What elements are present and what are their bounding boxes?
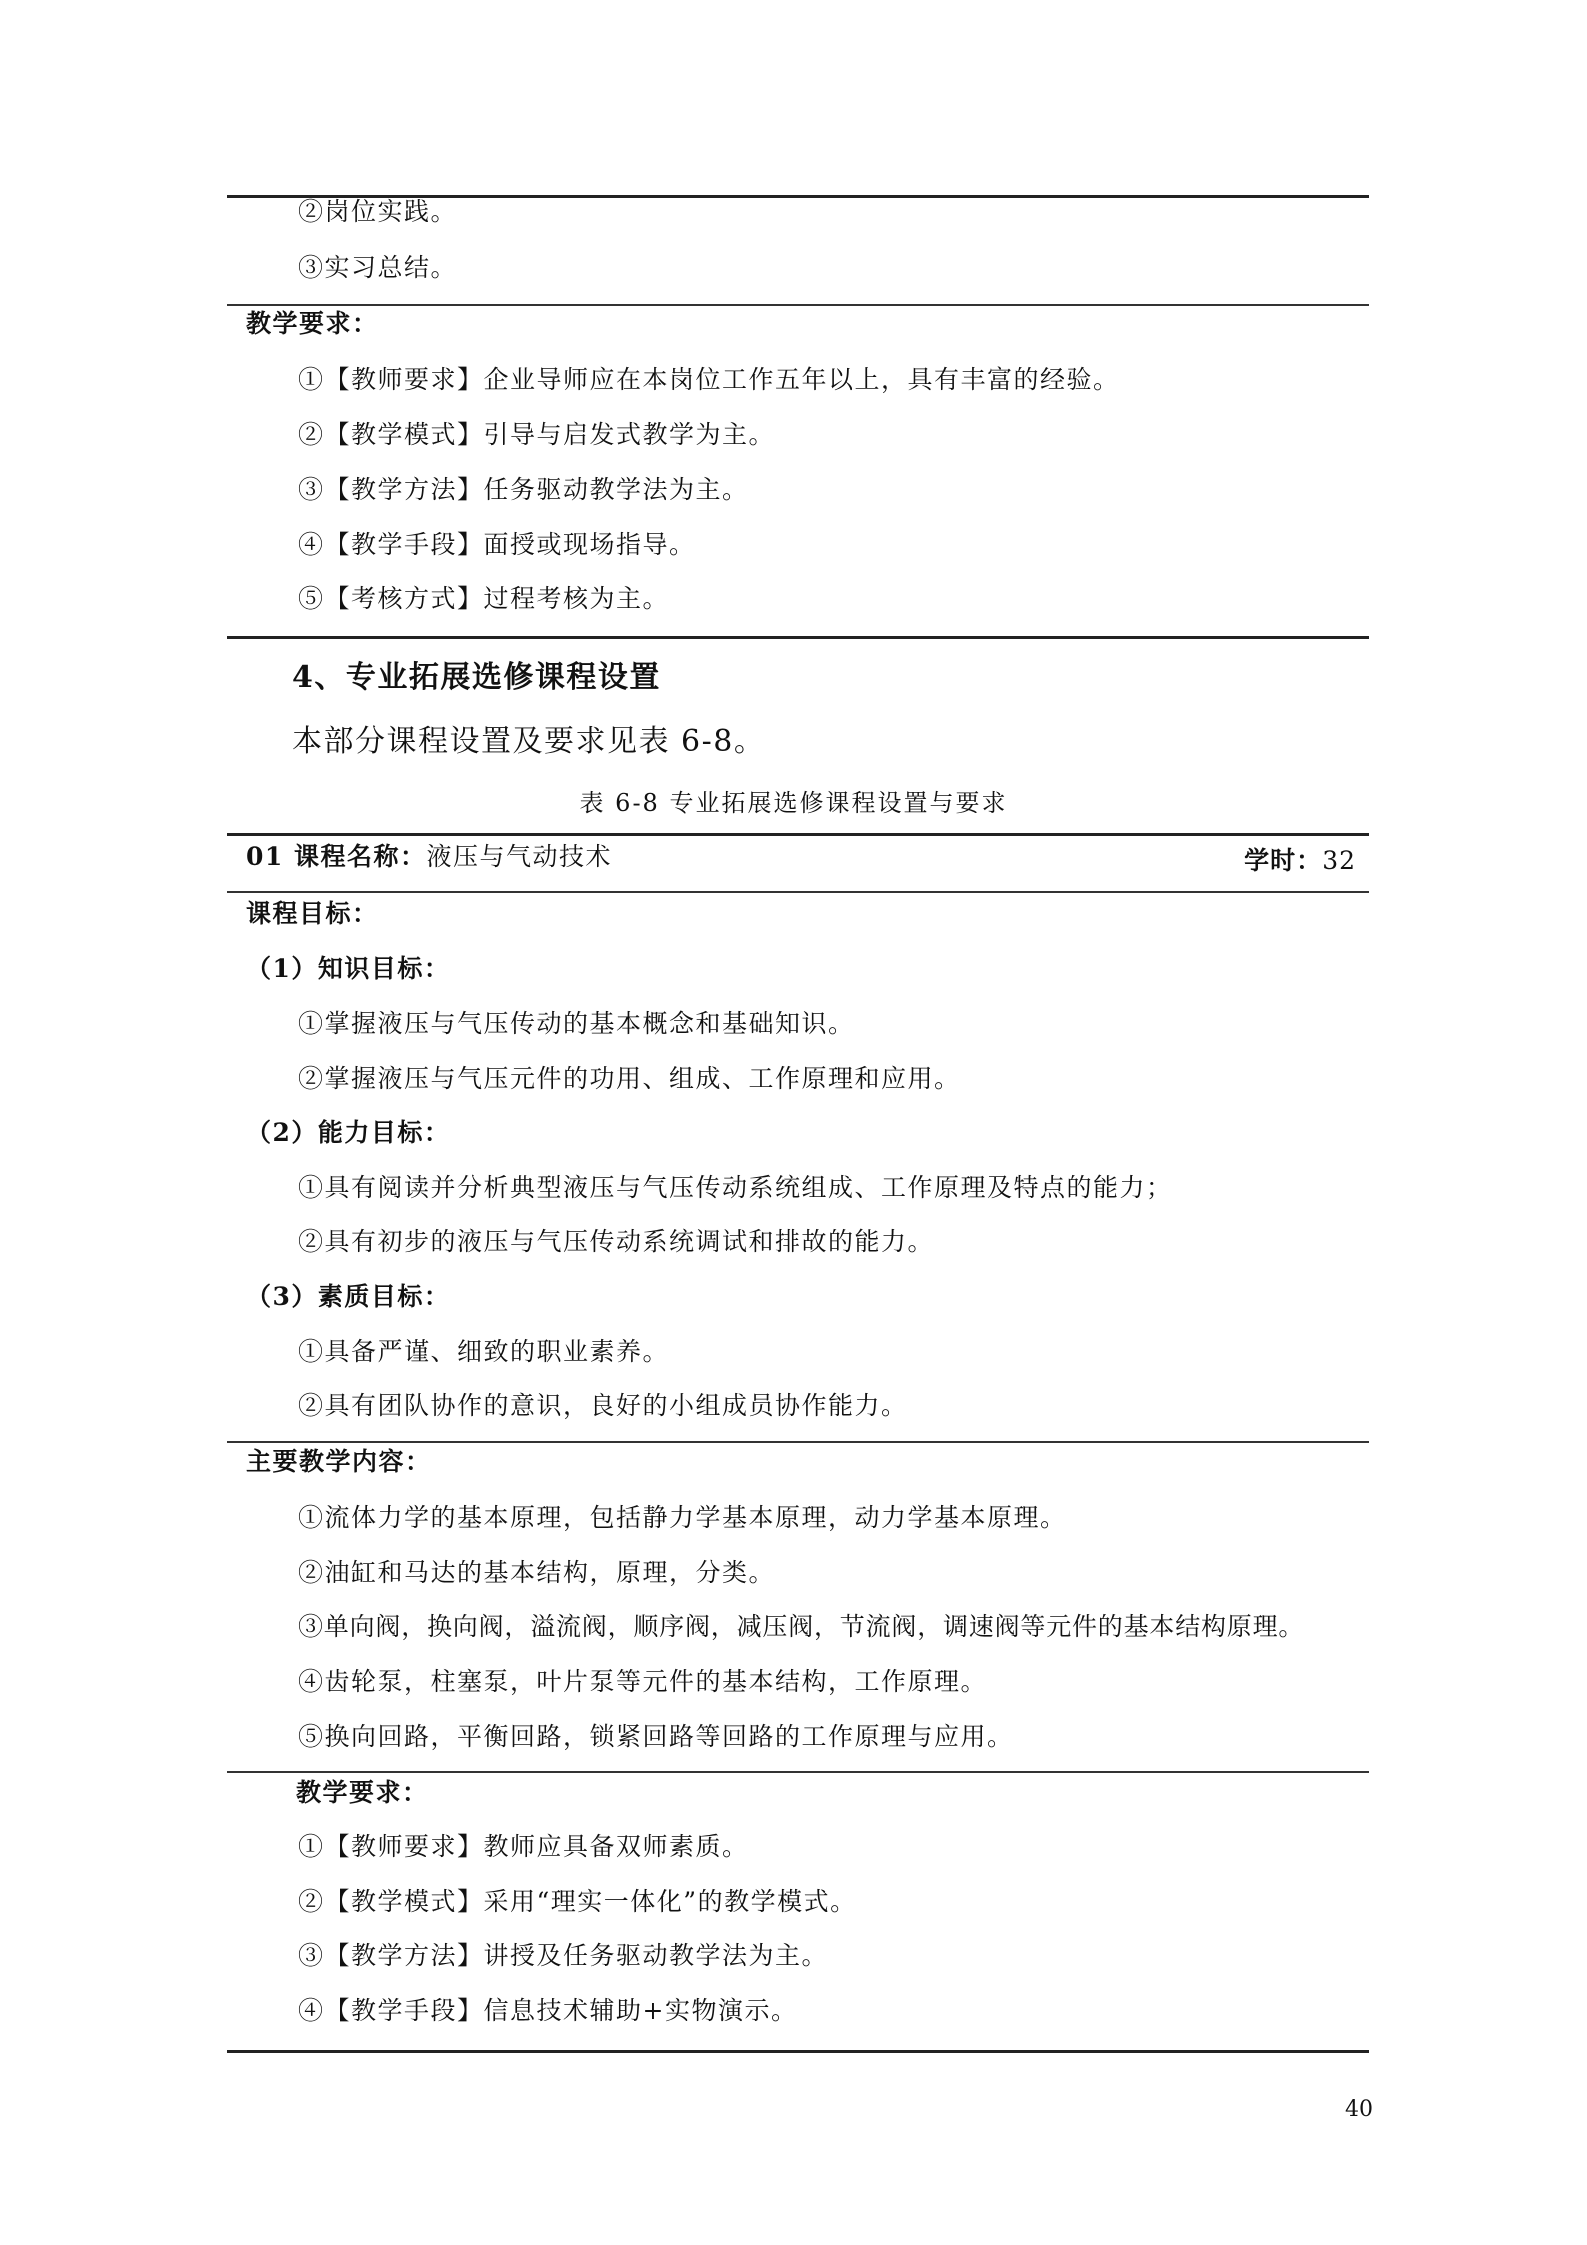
- table-bottom-rule: [227, 2050, 1369, 2053]
- table-top-rule: [227, 833, 1369, 836]
- table-row-rule: [227, 891, 1369, 893]
- list-item: ②具有初步的液压与气压传动系统调试和排故的能力。: [298, 1227, 935, 1256]
- requirements-label: 教学要求：: [246, 309, 379, 338]
- table-bottom-rule: [227, 636, 1369, 639]
- list-item: ⑤换向回路，平衡回路，锁紧回路等回路的工作原理与应用。: [298, 1722, 1014, 1751]
- hours-value: 32: [1322, 846, 1356, 875]
- hours-label: 学时：: [1244, 846, 1323, 875]
- list-item: ①具有阅读并分析典型液压与气压传动系统组成、工作原理及特点的能力；: [298, 1173, 1173, 1202]
- table-row-rule: [227, 1441, 1369, 1443]
- list-item: ③【教学方法】任务驱动教学法为主。: [298, 475, 749, 504]
- course-hours: [1244, 841, 1356, 877]
- course-name-row: [246, 841, 612, 873]
- requirements-label: 教学要求：: [296, 1778, 429, 1807]
- list-item: ③实习总结。: [298, 253, 458, 282]
- course-name: 液压与气动技术: [426, 842, 613, 871]
- ability-label: （2）能力目标：: [246, 1118, 451, 1147]
- list-item: ③【教学方法】讲授及任务驱动教学法为主。: [298, 1941, 829, 1970]
- list-item: ③单向阀，换向阀，溢流阀，顺序阀，减压阀，节流阀，调速阀等元件的基本结构原理。: [298, 1612, 1305, 1641]
- list-item: ①流体力学的基本原理，包括静力学基本原理，动力学基本原理。: [298, 1503, 1067, 1532]
- table-row-rule: [227, 304, 1369, 306]
- course-name-label: 01 课程名称：: [246, 842, 427, 871]
- list-item: ⑤【考核方式】过程考核为主。: [298, 584, 670, 613]
- section-heading: 4、专业拓展选修课程设置: [292, 660, 661, 695]
- list-item: ④齿轮泵，柱塞泵，叶片泵等元件的基本结构，工作原理。: [298, 1667, 988, 1696]
- table-row-rule: [227, 1771, 1369, 1773]
- list-item: ②【教学模式】采用“理实一体化”的教学模式。: [298, 1887, 857, 1916]
- content-label: 主要教学内容：: [246, 1447, 432, 1476]
- knowledge-label: （1）知识目标：: [246, 954, 451, 983]
- list-item: ①具备严谨、细致的职业素养。: [298, 1337, 670, 1366]
- table-caption: 表 6-8 专业拓展选修课程设置与要求: [579, 789, 1008, 817]
- list-item: ①【教师要求】教师应具备双师素质。: [298, 1832, 749, 1861]
- list-item: ②岗位实践。: [298, 197, 458, 226]
- list-item: ④【教学手段】面授或现场指导。: [298, 530, 696, 559]
- quality-label: （3）素质目标：: [246, 1282, 451, 1311]
- list-item: ②掌握液压与气压元件的功用、组成、工作原理和应用。: [298, 1064, 961, 1093]
- list-item: ①掌握液压与气压传动的基本概念和基础知识。: [298, 1009, 855, 1038]
- page-number: 40: [1345, 2097, 1373, 2122]
- list-item: ②具有团队协作的意识，良好的小组成员协作能力。: [298, 1391, 908, 1420]
- section-intro: 本部分课程设置及要求见表 6-8。: [292, 724, 766, 759]
- list-item: ②油缸和马达的基本结构，原理，分类。: [298, 1558, 776, 1587]
- list-item: ②【教学模式】引导与启发式教学为主。: [298, 420, 776, 449]
- goals-label: 课程目标：: [246, 899, 379, 928]
- list-item: ④【教学手段】信息技术辅助+实物演示。: [298, 1996, 798, 2025]
- list-item: ①【教师要求】企业导师应在本岗位工作五年以上，具有丰富的经验。: [298, 365, 1120, 394]
